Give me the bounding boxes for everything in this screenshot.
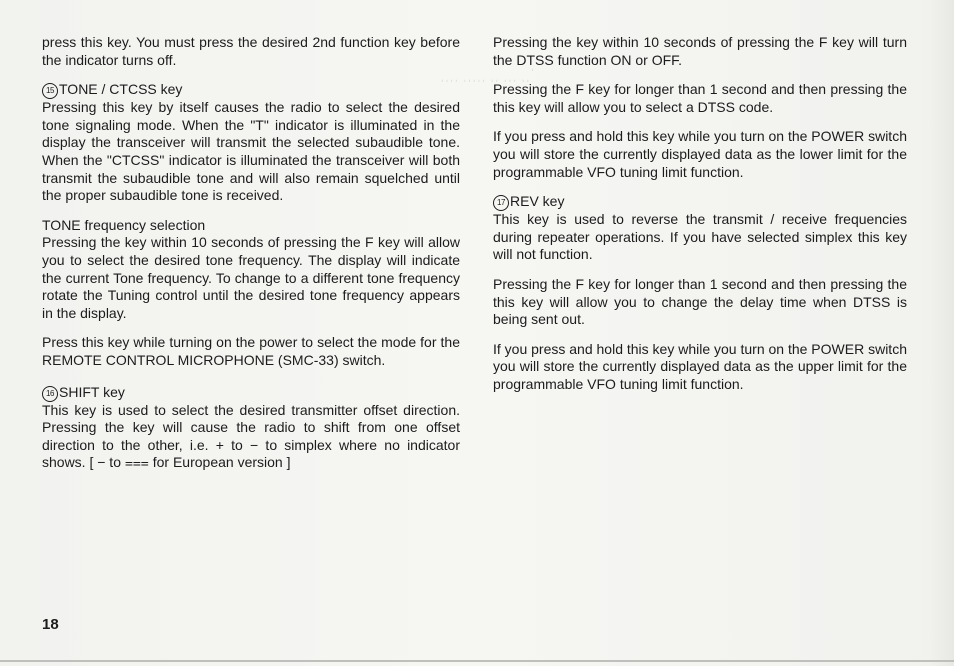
tone-section xyxy=(42,81,460,369)
circled-number-16: 16 xyxy=(42,386,58,402)
rev-heading xyxy=(493,193,907,211)
circled-number-17: 17 xyxy=(493,195,509,211)
shift-paragraph-1: This key is used to select the desired transmitter offset direction. Pressing the key will cause the radio to shift from one offset direction to the other, i.e. + to − to simplex where no indicator shows. [ − to ⩶ for European version ] xyxy=(42,401,460,471)
page-edge-shadow xyxy=(928,0,954,666)
tone-paragraph-1: Pressing this key by itself causes the radio to select the desired tone signaling mode. When the "T" indicator is illuminated in the display the transceiver will transmit the selected subaudible tone. When the "CTCSS" indicator is illuminated the transceiver will both transmit the subaudible tone and will also remain squelched until the proper subaudible tone is received. xyxy=(42,99,460,204)
tone-heading xyxy=(42,81,460,99)
tone-frequency-subheading: TONE frequency selection xyxy=(42,216,206,233)
page-bottom-edge xyxy=(0,660,954,662)
dtss-paragraph-2: Pressing the F key for longer than 1 second and then pressing the this key will allow you to select a DTSS code. xyxy=(493,81,907,115)
intro-paragraph: press this key. You must press the desired 2nd function key before the indicator turns off. xyxy=(42,34,460,68)
dtss-paragraph-1: Pressing the key within 10 seconds of pressing the F key will turn the DTSS function ON or OFF. xyxy=(493,34,907,68)
tone-paragraph-3: Press this key while turning on the power to select the mode for the REMOTE CONTROL MICROPHONE (SMC-33) switch. xyxy=(42,334,460,368)
rev-section xyxy=(493,193,907,393)
right-column xyxy=(493,34,907,408)
bleed-through-text: ˈˌˌ ˌˌˌ ˌˌ ˌˌˌˌˌ ˌˌˌˌ xyxy=(440,66,535,82)
shift-heading xyxy=(42,384,460,402)
rev-paragraph-2: Pressing the F key for longer than 1 second and then pressing the this key will allow you to change the delay time when DTSS is being sent out. xyxy=(493,275,907,328)
dtss-paragraph-3: If you press and hold this key while you turn on the POWER switch you will store the currently displayed data as the lower limit for the programmable VFO tuning limit function. xyxy=(493,128,907,180)
tone-paragraph-2: Pressing the key within 10 seconds of pressing the F key will allow you to select the desired tone frequency. The display will indicate the current Tone frequency. To change to a different tone frequency rotate the Tuning control until the desired tone frequency appears in the display. xyxy=(42,234,460,321)
tone-heading-label: TONE / CTCSS key xyxy=(59,81,183,98)
page-number: 18 xyxy=(42,616,59,633)
shift-section xyxy=(42,384,460,472)
rev-paragraph-3: If you press and hold this key while you turn on the POWER switch you will store the currently displayed data as the upper limit for the programmable VFO tuning limit function. xyxy=(493,340,907,392)
circled-number-15: 15 xyxy=(42,83,58,99)
shift-heading-label: SHIFT key xyxy=(59,383,125,400)
rev-heading-label: REV key xyxy=(510,193,565,210)
left-column xyxy=(42,34,460,486)
rev-paragraph-1: This key is used to reverse the transmit / receive frequencies during repeater operations. If you have selected simplex this key will not function. xyxy=(493,211,907,263)
